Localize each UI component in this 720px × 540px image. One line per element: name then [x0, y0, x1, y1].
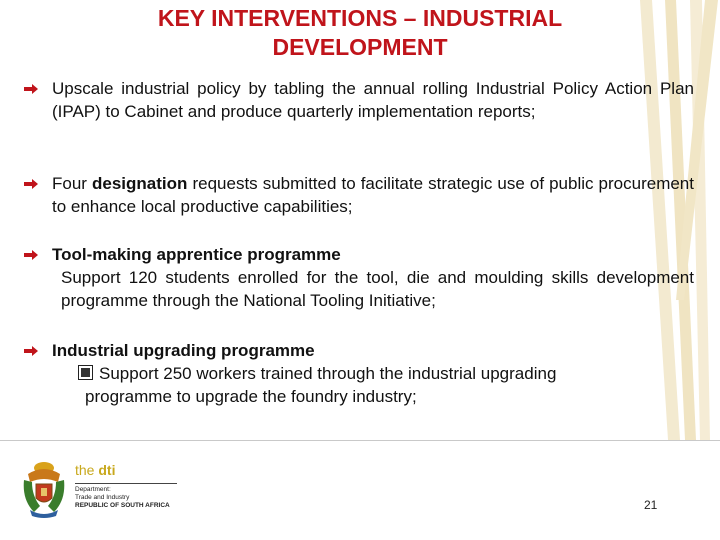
bullet-heading: Tool-making apprentice programme [52, 245, 341, 264]
arrow-bullet-icon [24, 250, 38, 260]
footer-divider [0, 440, 720, 441]
bullet-heading: Industrial upgrading programme [52, 341, 315, 360]
bullet-text-rest: requests submitted to facilitate strategic use of public procurement to enhance local productive capabilities; [52, 174, 694, 216]
bullet-text-bold: designation [92, 174, 188, 193]
dti-logo [75, 462, 195, 510]
sub-bullet [78, 362, 694, 385]
bullet-industrial-upgrading [24, 339, 694, 408]
bullet-text [52, 172, 694, 218]
checkbox-bullet-icon [78, 365, 93, 380]
logo-word: dti [98, 462, 116, 478]
arrow-bullet-icon [24, 179, 38, 189]
logo-prefix: the [75, 462, 95, 478]
dept-line3: REPUBLIC OF SOUTH AFRICA [75, 502, 170, 509]
bullet-ipap [24, 77, 694, 123]
logo-wordmark [75, 462, 195, 478]
slide-title-line1: KEY INTERVENTIONS – INDUSTRIAL [157, 5, 563, 31]
bullet-text: Upscale industrial policy by tabling the annual rolling Industrial Policy Action Plan (IPAP) to Cabinet and produce quarterly implementation reports; [52, 79, 694, 121]
sub-bullet-line1: Support 250 workers trained through the industrial upgrading [99, 364, 557, 383]
dept-line1: Department: [75, 486, 111, 493]
bullet-text-lead: Four [52, 174, 93, 193]
dept-line2: Trade and Industry [75, 494, 130, 501]
slide-title [60, 4, 660, 62]
bullet-designation [24, 172, 694, 218]
bullet-body [52, 339, 694, 408]
bullet-detail: Support 120 students enrolled for the tool, die and moulding skills development programme through the National Tooling Initiative; [61, 268, 694, 310]
bullet-body [52, 243, 694, 312]
slide-title-line2: DEVELOPMENT [272, 34, 448, 60]
bullet-tool-making [24, 243, 694, 312]
arrow-bullet-icon [24, 346, 38, 356]
page-number: 21 [644, 498, 658, 512]
arrow-bullet-icon [24, 84, 38, 94]
coat-of-arms-icon [20, 460, 68, 520]
logo-rule [75, 483, 177, 484]
sub-bullet-line2: programme to upgrade the foundry industry; [85, 387, 417, 406]
